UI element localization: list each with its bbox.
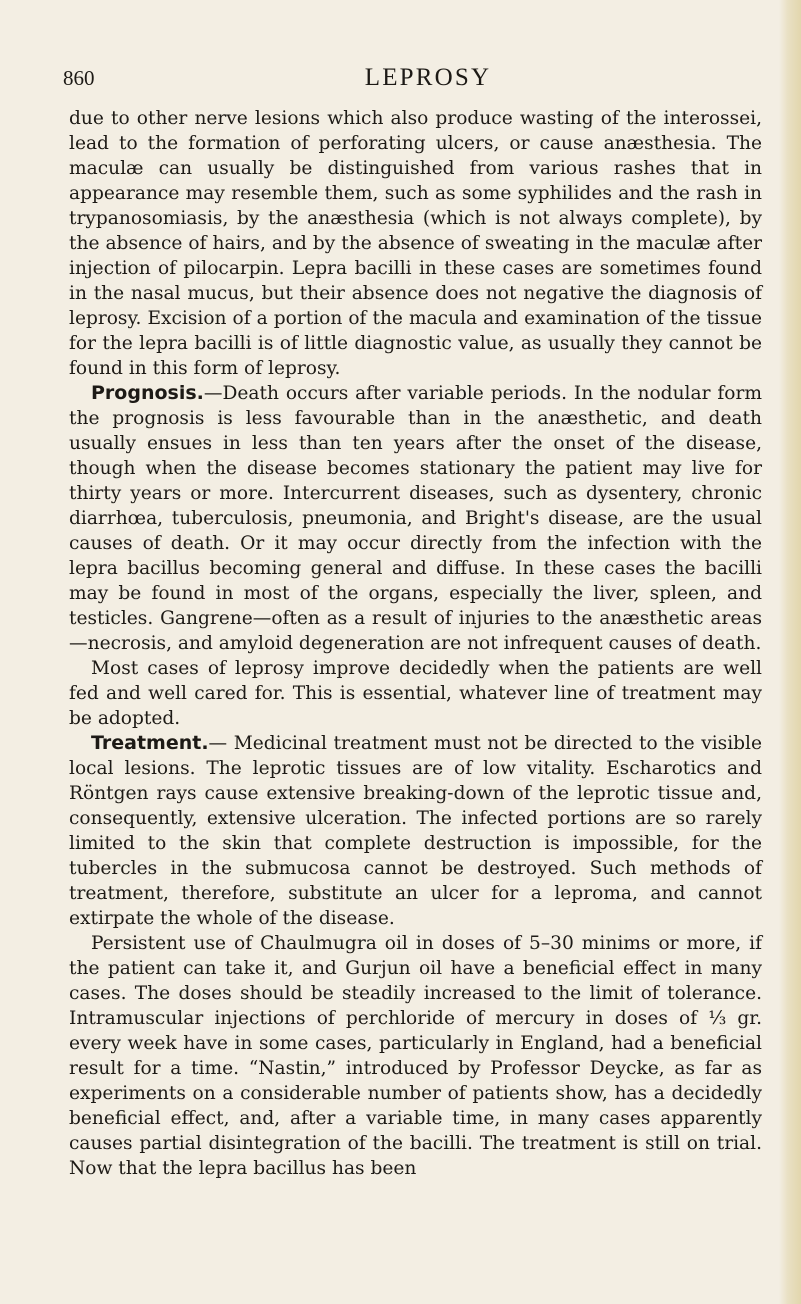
- page-number: 860: [63, 66, 95, 90]
- paragraph-text: Persistent use of Chaulmugra oil in doses of 5–30 minims or more, if the patient can take it, and Gurjun oil have a beneficial effect in many cases. The doses should be steadily increased to the limit of tolerance. Intramuscular injections of perchloride of mercury in doses of ⅓ gr. every week have in some cases, particularly in England, had a beneficial result for a time. “Nastin,” introduced by Professor Deycke, as far as experiments on a considerable number of patients show, has a decidedly beneficial effect, and, after a variable time, in many cases apparently causes partial disintegration of the bacilli. The treatment is still on trial. Now that the lepra bacillus has been: [69, 933, 762, 1179]
- paragraph-text: Most cases of leprosy improve decidedly when the patients are well fed and well cared for. This is essential, whatever line of treatment may be adopted.: [69, 658, 762, 729]
- body-text: [69, 106, 762, 1181]
- paragraph-oils: [69, 931, 762, 1181]
- paragraph-text: due to other nerve lesions which also produce wasting of the interossei, lead to the formation of perforating ulcers, or cause anæsthesia. The maculæ can usually be distinguished from various rashes that in appearance may resemble them, such as some syphilides and the rash in trypanosomiasis, by the anæsthesia (which is not always complete), by the absence of hairs, and by the absence of sweating in the maculæ after injection of pilocarpin. Lepra bacilli in these cases are sometimes found in the nasal mucus, but their absence does not negative the diagnosis of leprosy. Excision of a portion of the macula and examination of the tissue for the lepra bacilli is of little diagnostic value, as usually they cannot be found in this form of leprosy.: [69, 108, 762, 379]
- section-heading-prognosis: Prognosis.: [91, 382, 204, 404]
- paragraph-prognosis: [69, 381, 762, 656]
- page-edge-shadow: [779, 0, 801, 1304]
- section-heading-treatment: Treatment.: [91, 732, 209, 754]
- paragraph-continuation: [69, 106, 762, 381]
- page-header: [63, 66, 763, 96]
- running-title: LEPROSY: [364, 64, 492, 91]
- paragraph-text: — Medicinal treatment must not be directed to the visible local lesions. The leprotic tissues are of low vitality. Escharotics and Röntgen rays cause extensive breaking-down of the leprotic tissue and, consequently, extensive ulceration. The infected portions are so rarely limited to the skin that complete destruction is impossible, for the tubercles in the submucosa cannot be destroyed. Such methods of treatment, therefore, substitute an ulcer for a leproma, and cannot extirpate the whole of the disease.: [69, 733, 762, 929]
- paragraph-care: [69, 656, 762, 731]
- paragraph-text: —Death occurs after variable periods. In the nodular form the prognosis is less favourable than in the anæsthetic, and death usually ensues in less than ten years after the onset of the disease, though when the disease becomes stationary the patient may live for thirty years or more. Intercurrent diseases, such as dysentery, chronic diarrhœa, tuberculosis, pneumonia, and Bright's disease, are the usual causes of death. Or it may occur directly from the infection with the lepra bacillus becoming general and diffuse. In these cases the bacilli may be found in most of the organs, especially the liver, spleen, and testicles. Gangrene—often as a result of injuries to the anæsthetic areas—necrosis, and amyloid degeneration are not infrequent causes of death.: [69, 383, 762, 654]
- paragraph-treatment: [69, 731, 762, 931]
